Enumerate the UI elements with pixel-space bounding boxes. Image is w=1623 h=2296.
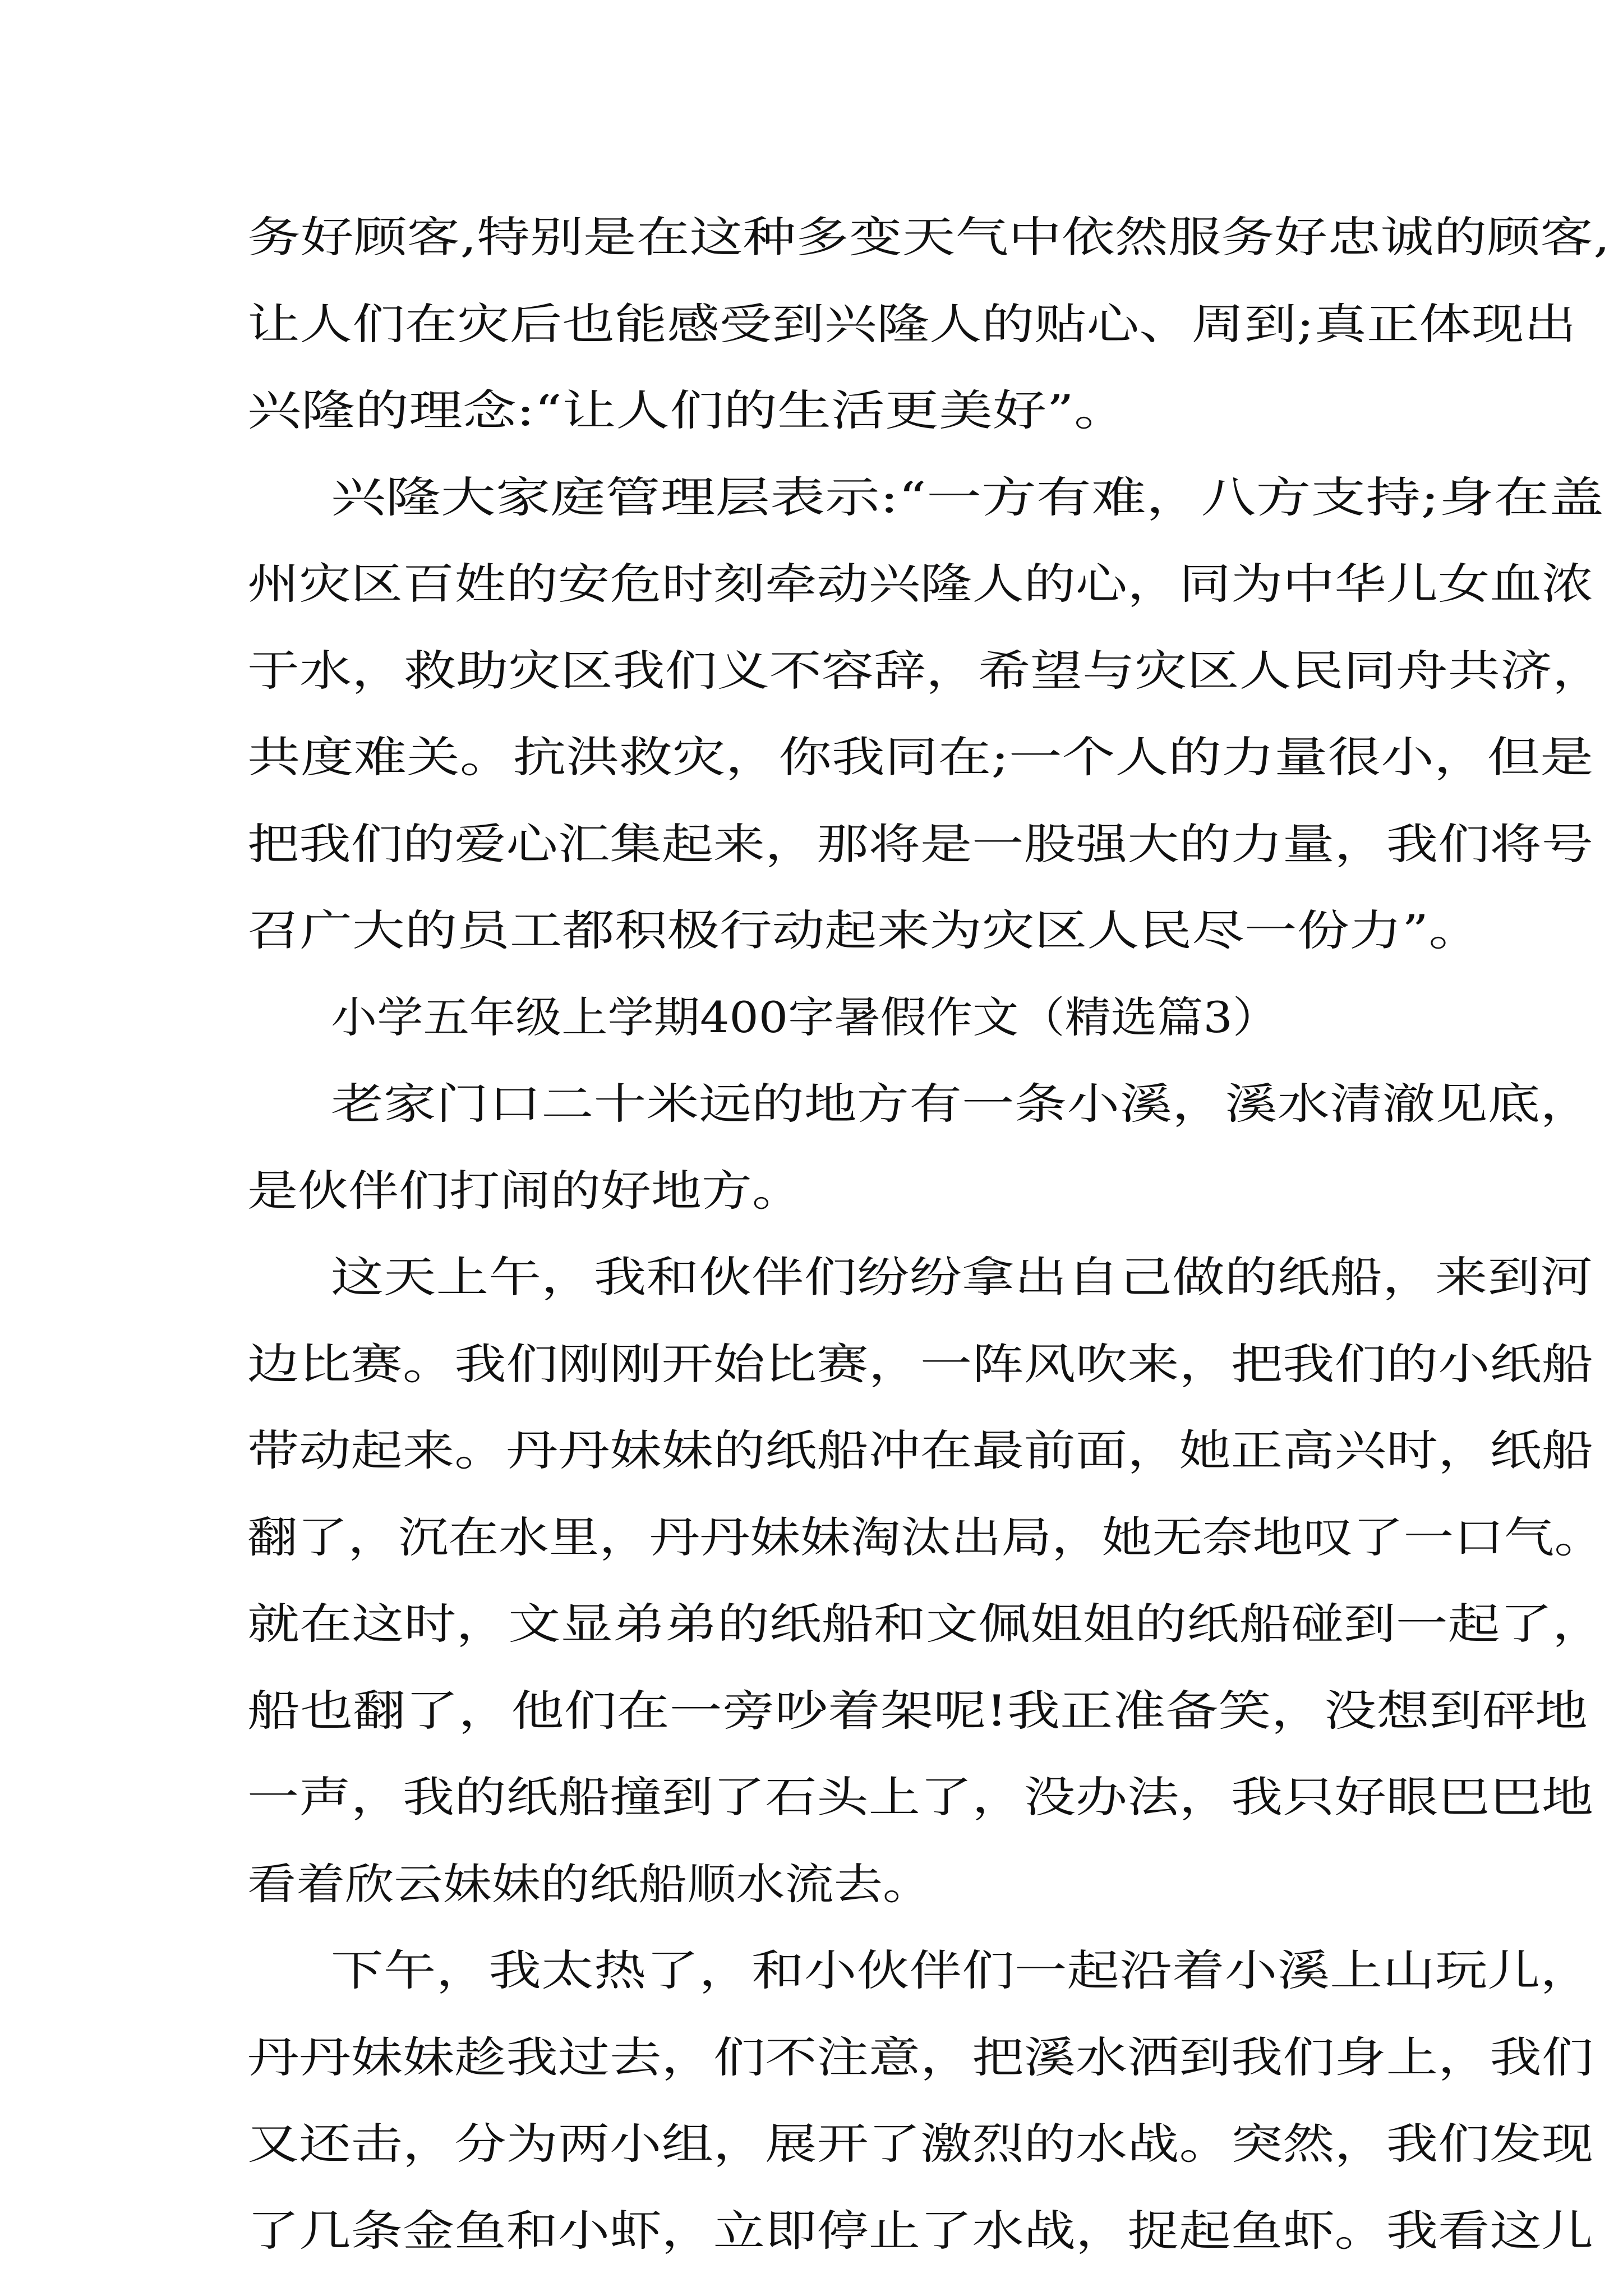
text-line: 带动起来。丹丹妹妹的纸船冲在最前面，她正高兴时，纸船: [247, 1425, 1593, 1475]
text-line: 州灾区百姓的安危时刻牵动兴隆人的心，同为中华儿女血浓: [247, 559, 1593, 609]
text-line: 船也翻了，他们在一旁吵着架呢!我正准备笑，没想到砰地: [247, 1686, 1588, 1736]
text-line: 边比赛。我们刚刚开始比赛，一阵风吹来，把我们的小纸船: [247, 1339, 1593, 1389]
text-line: 让人们在灾后也能感受到兴隆人的贴心、周到;真正体现出: [247, 299, 1576, 349]
text-line: 又还击，分为两小组，展开了激烈的水战。突然，我们发现: [247, 2119, 1593, 2169]
text-line: 看着欣云妹妹的纸船顺水流去。: [247, 1859, 932, 1909]
text-line: 兴隆大家庭管理层表示:“一方有难，八方支持;身在盖: [331, 472, 1604, 522]
text-line: 共度难关。抗洪救灾，你我同在;一个人的力量很小，但是: [247, 732, 1593, 782]
text-line: 这天上午，我和伙伴们纷纷拿出自己做的纸船，来到河: [331, 1252, 1593, 1302]
text-line: 于水，救助灾区我们义不容辞，希望与灾区人民同舟共济，: [247, 646, 1604, 696]
text-line: 翻了，沉在水里，丹丹妹妹淘汰出局，她无奈地叹了一口气。: [247, 1512, 1604, 1562]
text-line: 把我们的爱心汇集起来，那将是一股强大的力量，我们将号: [247, 819, 1593, 869]
text-line: 就在这时，文显弟弟的纸船和文佩姐姐的纸船碰到一起了，: [247, 1599, 1604, 1649]
section-heading: 小学五年级上学期400字暑假作文（精选篇3）: [331, 992, 1279, 1042]
text-line: 召广大的员工都积极行动起来为灾区人民尽一份力”。: [247, 905, 1481, 955]
text-line: 了几条金鱼和小虾，立即停止了水战，捉起鱼虾。我看这儿: [247, 2206, 1593, 2256]
text-line: 务好顾客,特别是在这种多变天气中依然服务好忠诚的顾客,: [247, 212, 1610, 262]
text-line: 丹丹妹妹趁我过去，们不注意，把溪水洒到我们身上，我们: [247, 2032, 1593, 2082]
text-line: 是伙伴们打闹的好地方。: [247, 1166, 803, 1216]
text-line: 下午，我太热了，和小伙伴们一起沿着小溪上山玩儿，: [331, 1945, 1593, 1995]
text-line: 老家门口二十米远的地方有一条小溪，溪水清澈见底，: [331, 1079, 1593, 1129]
text-line: 一声，我的纸船撞到了石头上了，没办法，我只好眼巴巴地: [247, 1772, 1593, 1822]
text-line: 兴隆的理念:“让人们的生活更美好”。: [247, 385, 1128, 435]
